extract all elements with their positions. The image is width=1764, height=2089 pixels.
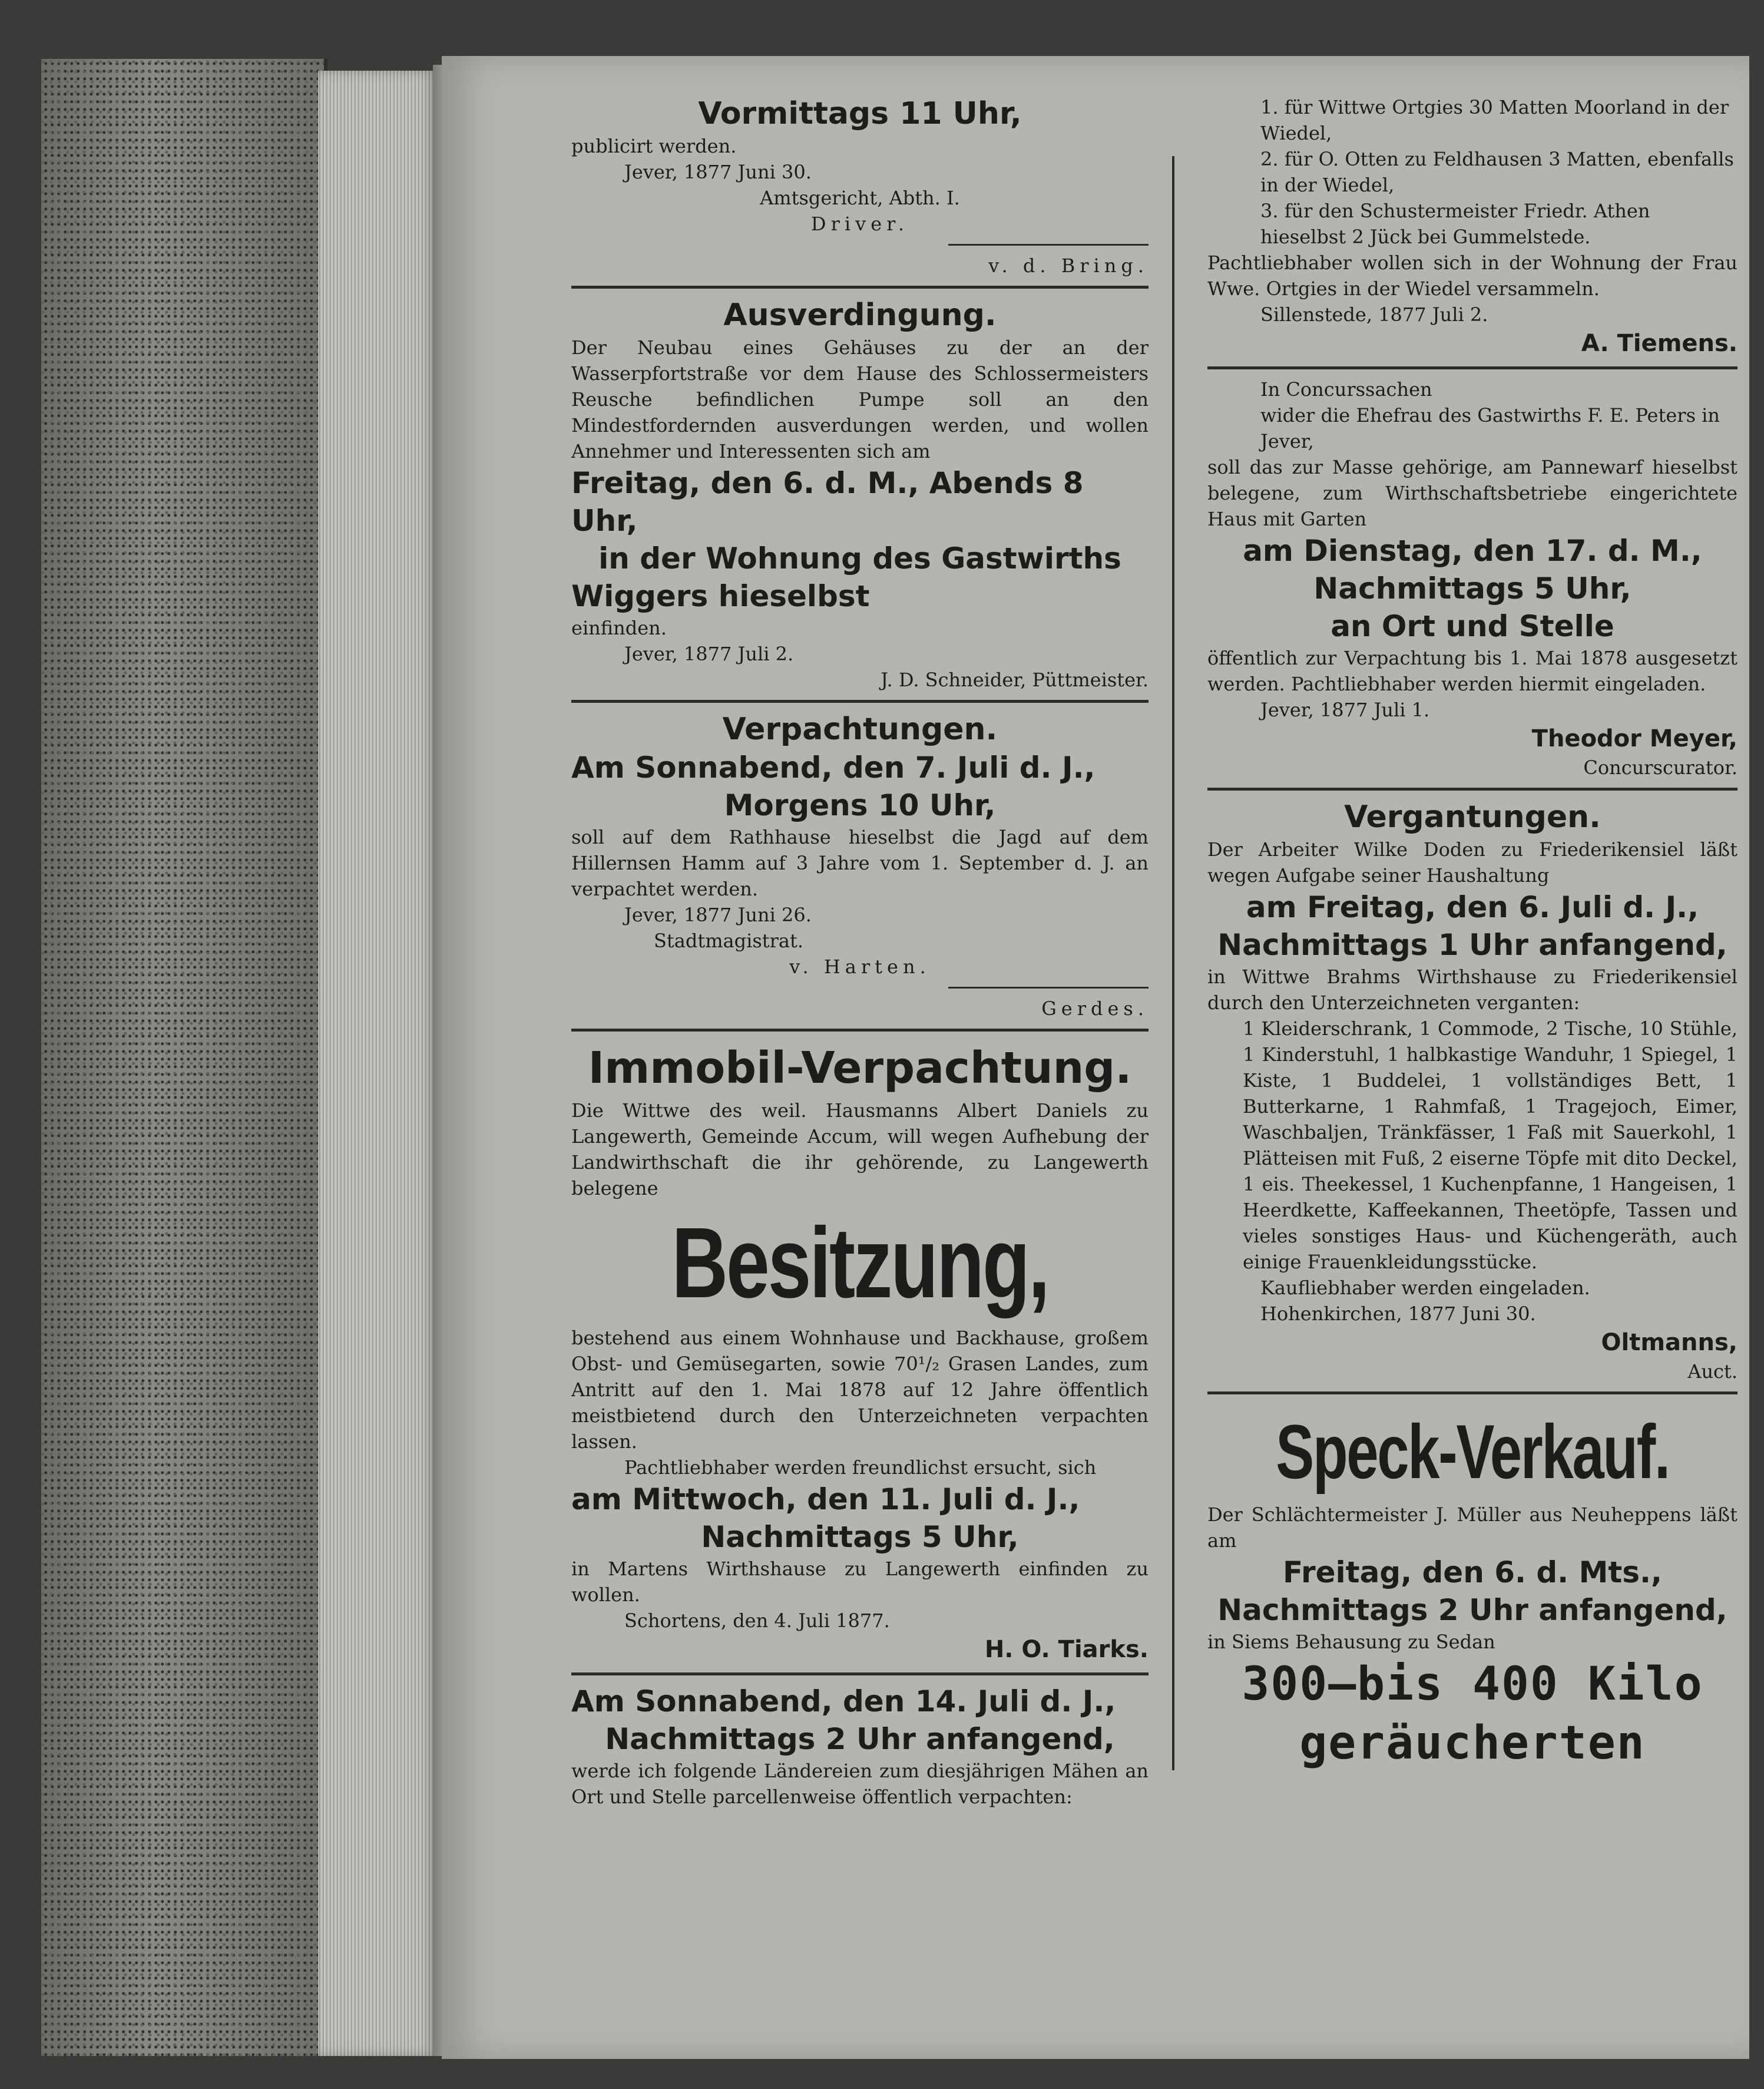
column-divider	[1172, 156, 1174, 1770]
notice-date: Schortens, den 4. Juli 1877.	[624, 1609, 890, 1632]
notice-body: soll auf dem Rathhause hieselbst die Jagd auf dem Hillernsen Hamm auf 3 Jahre vom 1. September d. J. an verpachtet werden.	[571, 826, 1149, 900]
notice-intro: In Concurssachen	[1260, 378, 1432, 401]
notice-vergantungen	[1207, 798, 1737, 1384]
notice-date-line: am Dienstag, den 17. d. M.,	[1243, 534, 1702, 568]
notice-date: Jever, 1877 Juli 2.	[624, 643, 794, 665]
notice-time-line: Nachmittags 1 Uhr anfangend,	[1217, 928, 1727, 962]
notice-body-2: öffentlich zur Verpachtung bis 1. Mai 1878 ausgesetzt werden. Pachtliebhaber werden hiermit eingeladen.	[1207, 647, 1737, 695]
notice-body-2: bestehend aus einem Wohnhause und Backhause, großem Obst- und Gemüsegarten, sowie 70¹/₂ Grasen Landes, zum Antritt auf den 1. Mai 1878 auf 12 Jahre öffentlich meistbietend durch den Unterzeichneten verpachten lassen.	[571, 1327, 1149, 1453]
notice-date: Sillenstede, 1877 Juli 2.	[1260, 303, 1488, 326]
notice-immobil	[571, 1039, 1149, 1665]
notice-court-name1: Driver.	[810, 213, 909, 235]
notice-tail: einfinden.	[571, 617, 667, 639]
notice-body: Pachtliebhaber wollen sich in der Wohnung der Frau Wwe. Ortgies in der Wiedel versammeln.	[1207, 252, 1737, 300]
notice-laendereien	[571, 1683, 1149, 1810]
notice-display-word: Besitzung,	[671, 1207, 1048, 1319]
notice-date: Jever, 1877 Juli 1.	[1260, 699, 1430, 721]
notice-signature: Theodor Meyer,	[1531, 725, 1737, 752]
notice-date: Jever, 1877 Juni 26.	[624, 904, 812, 926]
notice-body-2: in Siems Behausung zu Sedan	[1207, 1631, 1495, 1653]
notice-title: Verpachtungen.	[722, 712, 998, 747]
notice-matten	[1207, 94, 1737, 359]
divider-short	[948, 987, 1149, 989]
notice-court-name2: v. d. Bring.	[988, 254, 1149, 277]
notice-verpachtungen	[571, 710, 1149, 1022]
notice-concurs	[1207, 376, 1737, 781]
divider	[571, 1672, 1149, 1675]
right-column	[1207, 94, 1737, 1773]
notice-name1: v. Harten.	[789, 956, 931, 978]
divider	[1207, 788, 1737, 791]
notice-ausverdingung	[571, 296, 1149, 693]
notice-huge-line-2: geräucherten	[1299, 1717, 1646, 1770]
notice-display-word: Speck-Verkauf.	[1276, 1409, 1669, 1495]
notice-body: Der Arbeiter Wilke Doden zu Friederikensiel läßt wegen Aufgabe seiner Haushaltung	[1207, 838, 1737, 887]
notice-body: Die Wittwe des weil. Hausmanns Albert Daniels zu Langewerth, Gemeinde Accum, will wegen Aufhebung der Landwirthschaft die ihr gehörende, zu Langewerth belegene	[571, 1099, 1149, 1199]
notice-title: Ausverdingung.	[723, 298, 997, 333]
notice-office: Stadtmagistrat.	[654, 930, 804, 952]
notice-court	[571, 94, 1149, 279]
notice-date-line: Am Sonnabend, den 14. Juli d. J.,	[571, 1684, 1116, 1718]
notice-body: Der Schlächtermeister J. Müller aus Neuheppens läßt am	[1207, 1503, 1737, 1552]
notice-intro-2: wider die Ehefrau des Gastwirths F. E. Peters in Jever,	[1260, 404, 1720, 452]
notice-place-line-2: Wiggers hieselbst	[571, 579, 870, 613]
notice-body: Der Neubau eines Gehäuses zu der an der Wasserpfortstraße vor dem Hause des Schlossermeisters Reusche befindlichen Pumpe soll an den Mindestfordernden ausverdungen werden, und wollen Annehmer und Interessenten sich am	[571, 336, 1149, 462]
book-cover	[41, 59, 327, 2056]
notice-title: Vergantungen.	[1344, 799, 1601, 835]
notice-title: Immobil-Verpachtung.	[588, 1043, 1132, 1093]
notice-body-2: in Wittwe Brahms Wirthshause zu Friederikensiel durch den Unterzeichneten verganten:	[1207, 966, 1737, 1014]
left-column	[571, 94, 1149, 1810]
notice-signature: H. O. Tiarks.	[984, 1636, 1149, 1663]
notice-date-line: Am Sonnabend, den 7. Juli d. J.,	[571, 751, 1096, 785]
notice-body: soll das zur Masse gehörige, am Pannewarf hieselbst belegene, zum Wirthschaftsbetriebe eingerichtete Haus mit Garten	[1207, 456, 1737, 530]
notice-court-office: Amtsgericht, Abth. I.	[760, 187, 960, 209]
divider	[1207, 1391, 1737, 1394]
notice-date-line: am Freitag, den 6. Juli d. J.,	[1246, 890, 1699, 924]
notice-speck	[1207, 1402, 1737, 1773]
notice-court-line: publicirt werden.	[571, 135, 737, 157]
notice-time-line: Nachmittags 2 Uhr anfangend,	[605, 1722, 1115, 1756]
notice-date-line: Freitag, den 6. d. Mts.,	[1283, 1555, 1662, 1589]
notice-date-line: am Mittwoch, den 11. Juli d. J.,	[571, 1482, 1080, 1516]
notice-role: Concurscurator.	[1583, 756, 1737, 779]
divider	[571, 1029, 1149, 1032]
notice-invite: Kaufliebhaber werden eingeladen.	[1260, 1277, 1590, 1299]
notice-signature: A. Tiemens.	[1581, 330, 1737, 357]
notice-time-line: Nachmittags 2 Uhr anfangend,	[1217, 1593, 1727, 1627]
notice-body: werde ich folgende Ländereien zum diesjährigen Mähen an Ort und Stelle parcellenweise öffentlich verpachten:	[571, 1760, 1149, 1808]
notice-date: Hohenkirchen, 1877 Juni 30.	[1260, 1303, 1536, 1325]
notice-place-line: an Ort und Stelle	[1331, 609, 1614, 643]
page-edges	[318, 71, 436, 2056]
notice-time-line: Nachmittags 5 Uhr,	[701, 1520, 1019, 1554]
divider	[571, 286, 1149, 289]
divider	[571, 700, 1149, 703]
notice-time-line: Morgens 10 Uhr,	[724, 788, 996, 822]
notice-name2: Gerdes.	[1041, 997, 1149, 1020]
notice-body-3: Pachtliebhaber werden freundlichst ersucht, sich	[624, 1456, 1097, 1479]
divider-short	[948, 244, 1149, 246]
notice-role: Auct.	[1687, 1360, 1737, 1383]
notice-item-list: 1 Kleiderschrank, 1 Commode, 2 Tische, 10 Stühle, 1 Kinderstuhl, 1 halbkastige Wanduhr, 1 Spiegel, 1 Kiste, 1 Buddelei, 1 vollständiges Bett, 1 Butterkarne, 1 Rahmfaß, 1 Tragejoch, Eimer, Waschbaljen, Tränkfässer, 1 Faß mit Sauerkohl, 1 Plätteisen mit Fuß, 2 eiserne Töpfe mit dito Deckel, 1 eis. Theekessel, 1 Kuchenpfanne, 1 Hangeisen, 1 Heerdkette, Kaffeekannen, Theetöpfe, Tassen und vieles sonstiges Haus- und Küchengeräth, auch einige Frauenkleidungsstücke.	[1243, 1017, 1737, 1273]
notice-huge-line: 300—bis 400 Kilo	[1242, 1658, 1703, 1711]
notice-time-line: Nachmittags 5 Uhr,	[1313, 571, 1631, 606]
notice-date-line: Freitag, den 6. d. M., Abends 8 Uhr,	[571, 466, 1084, 538]
notice-court-time: Vormittags 11 Uhr,	[698, 96, 1022, 131]
notice-signature: J. D. Schneider, Püttmeister.	[881, 669, 1149, 691]
notice-body-4: in Martens Wirthshause zu Langewerth einfinden zu wollen.	[571, 1558, 1149, 1606]
list-item: 2. für O. Otten zu Feldhausen 3 Matten, ebenfalls in der Wiedel,	[1260, 148, 1734, 196]
notice-place-line: in der Wohnung des Gastwirths	[598, 541, 1121, 576]
notice-court-date: Jever, 1877 Juni 30.	[624, 161, 812, 183]
notice-signature: Oltmanns,	[1601, 1329, 1737, 1356]
list-item: 1. für Wittwe Ortgies 30 Matten Moorland in der Wiedel,	[1260, 96, 1729, 144]
divider	[1207, 366, 1737, 369]
list-item: 3. für den Schustermeister Friedr. Athen hieselbst 2 Jück bei Gummelstede.	[1260, 200, 1650, 248]
